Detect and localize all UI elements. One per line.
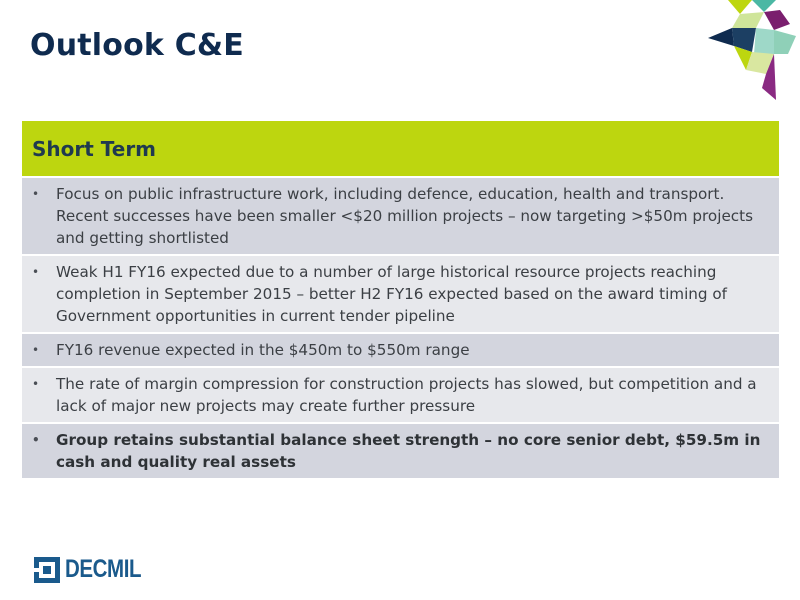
row-text: Weak H1 FY16 expected due to a number of large historical resource projects reaching completion in September 2015 – better H2 FY16 expected based on the award timing of Government opportunities in current tender pipeline — [56, 263, 728, 325]
bullet-marker: • — [32, 343, 40, 357]
decmil-logo — [34, 555, 158, 584]
bullet-marker: • — [32, 265, 40, 279]
corner-logo-icon — [704, 0, 800, 104]
row-text: Group retains substantial balance sheet strength – no core senior debt, $59.5m in cash and quality real assets — [56, 431, 761, 471]
bullet-marker: • — [32, 187, 40, 201]
row-text: Focus on public infrastructure work, including defence, education, health and transport. Recent successes have been smaller <$20 million projects – now targeting >$50m projects and getting shortlisted — [56, 185, 753, 247]
short-term-table — [22, 121, 779, 478]
table-row — [22, 176, 779, 254]
bullet-marker: • — [32, 433, 40, 447]
row-text: The rate of margin compression for construction projects has slowed, but competition and a lack of major new projects may create further pressure — [56, 375, 757, 415]
row-text: FY16 revenue expected in the $450m to $550m range — [56, 341, 470, 359]
bullet-marker: • — [32, 377, 40, 391]
decmil-logo-text: DECMIL — [65, 555, 142, 583]
table-row — [22, 422, 779, 478]
table-row — [22, 254, 779, 332]
table-row — [22, 332, 779, 366]
decmil-logo-icon — [34, 557, 60, 583]
table-header: Short Term — [22, 121, 779, 176]
table-row — [22, 366, 779, 422]
slide-title: Outlook C&E — [30, 28, 244, 63]
